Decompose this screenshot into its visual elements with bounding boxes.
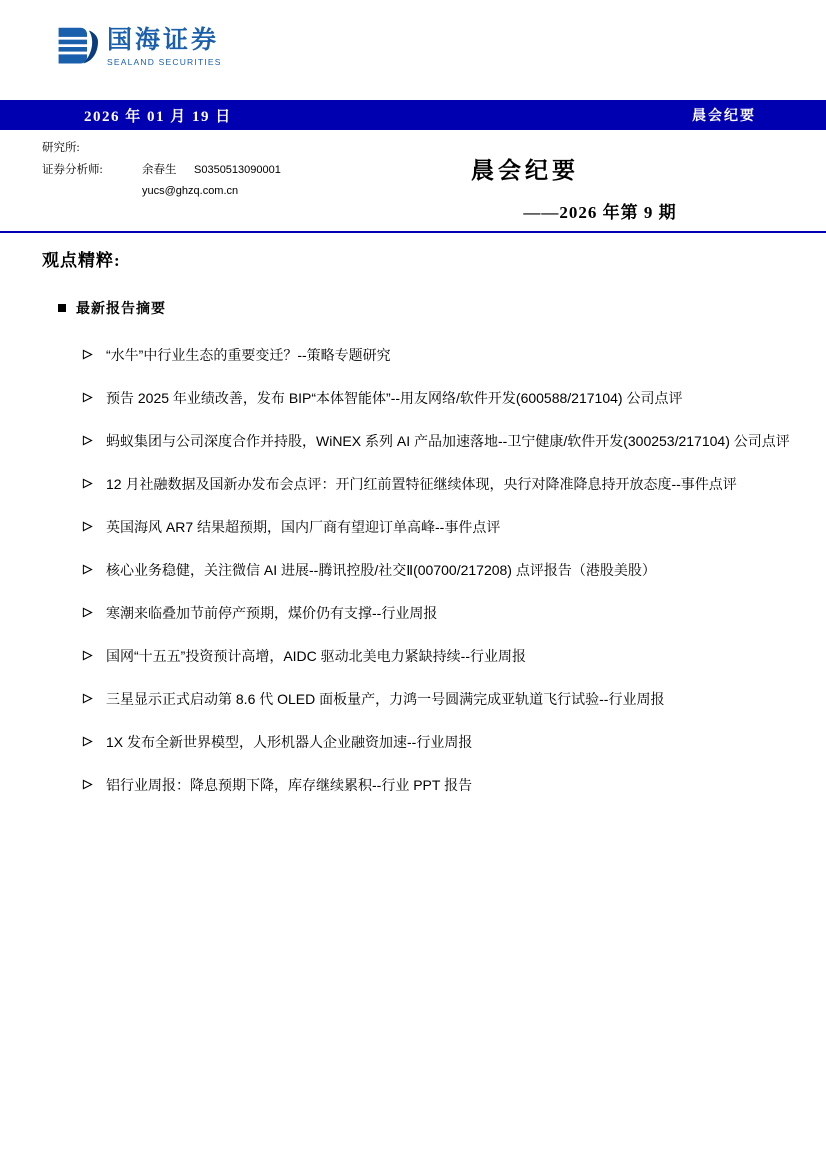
divider-rule bbox=[0, 231, 826, 233]
list-item bbox=[82, 645, 790, 667]
arrow-bullet-icon bbox=[82, 607, 93, 618]
report-type-label: 晨会纪要 bbox=[692, 109, 756, 124]
list-item bbox=[82, 473, 790, 495]
arrow-bullet-icon bbox=[82, 693, 93, 704]
document-title-block bbox=[430, 152, 770, 223]
list-item bbox=[82, 559, 790, 581]
issue-number: ——2026 年第 9 期 bbox=[523, 203, 677, 222]
list-item bbox=[82, 516, 790, 538]
title-bar bbox=[0, 100, 826, 130]
analyst-meta bbox=[42, 142, 281, 207]
brand-name-en: SEALAND SECURITIES bbox=[107, 57, 222, 68]
list-item-text: 英国海风 AR7 结果超预期，国内厂商有望迎订单高峰--事件点评 bbox=[106, 519, 501, 535]
arrow-bullet-icon bbox=[82, 736, 93, 747]
list-item-text: 寒潮来临叠加节前停产预期，煤价仍有支撑--行业周报 bbox=[106, 605, 438, 621]
list-item bbox=[82, 344, 790, 366]
analyst-name: 余春生 bbox=[142, 163, 177, 176]
arrow-bullet-icon bbox=[82, 478, 93, 489]
arrow-bullet-icon bbox=[82, 779, 93, 790]
square-bullet-icon bbox=[58, 304, 66, 312]
sealand-logo-icon bbox=[54, 24, 98, 70]
arrow-bullet-icon bbox=[82, 650, 93, 661]
report-summary-list bbox=[42, 344, 790, 796]
list-item-text: 1X 发布全新世界模型，人形机器人企业融资加速--行业周报 bbox=[106, 734, 473, 750]
analyst-id: S0350513090001 bbox=[194, 163, 281, 176]
subsection-title: 最新报告摘要 bbox=[76, 302, 166, 317]
list-item-text: 核心业务稳健，关注微信 AI 进展--腾讯控股/社交Ⅱ(00700/217208) 点评报告（港股美股） bbox=[106, 562, 656, 578]
subsection-heading bbox=[58, 298, 790, 318]
list-item-text: 预告 2025 年业绩改善，发布 BIP“本体智能体”--用友网络/软件开发(600588/217104) 公司点评 bbox=[106, 390, 683, 406]
arrow-bullet-icon bbox=[82, 521, 93, 532]
arrow-bullet-icon bbox=[82, 349, 93, 360]
analyst-label: 证券分析师: bbox=[42, 163, 103, 176]
research-institute-row bbox=[42, 142, 281, 155]
analyst-email-row bbox=[142, 185, 281, 198]
arrow-bullet-icon bbox=[82, 392, 93, 403]
section-heading: 观点精粹: bbox=[42, 251, 121, 270]
logo-text bbox=[107, 27, 222, 68]
list-item-text: 国网“十五五”投资预计高增，AIDC 驱动北美电力紧缺持续--行业周报 bbox=[106, 648, 526, 664]
list-item-text: 铝行业周报：降息预期下降，库存继续累积--行业 PPT 报告 bbox=[106, 777, 473, 793]
arrow-bullet-icon bbox=[82, 435, 93, 446]
list-item-text: 12 月社融数据及国新办发布会点评：开门红前置特征继续体现，央行对降准降息持开放态度--事件点评 bbox=[106, 476, 737, 492]
report-title: 晨会纪要 bbox=[471, 158, 579, 183]
report-date: 2026 年 01 月 19 日 bbox=[84, 108, 232, 125]
brand-name-cn: 国海证券 bbox=[107, 26, 220, 54]
sealand-logo bbox=[54, 24, 222, 70]
list-item bbox=[82, 387, 790, 409]
list-item bbox=[82, 731, 790, 753]
list-item bbox=[82, 688, 790, 710]
arrow-bullet-icon bbox=[82, 564, 93, 575]
list-item bbox=[82, 602, 790, 624]
research-institute-label: 研究所: bbox=[42, 142, 80, 154]
list-item bbox=[82, 430, 790, 452]
list-item-text: “水牛”中行业生态的重要变迁？--策略专题研究 bbox=[106, 347, 391, 363]
analyst-row bbox=[42, 164, 281, 177]
list-item-text: 三星显示正式启动第 8.6 代 OLED 面板量产，力鸿一号圆满完成亚轨道飞行试验--行业周报 bbox=[106, 691, 665, 707]
list-item-text: 蚂蚁集团与公司深度合作并持股，WiNEX 系列 AI 产品加速落地--卫宁健康/软件开发(300253/217104) 公司点评 bbox=[106, 433, 790, 449]
analyst-email: yucs@ghzq.com.cn bbox=[142, 185, 239, 198]
list-item bbox=[82, 774, 790, 796]
main-content bbox=[42, 246, 790, 817]
